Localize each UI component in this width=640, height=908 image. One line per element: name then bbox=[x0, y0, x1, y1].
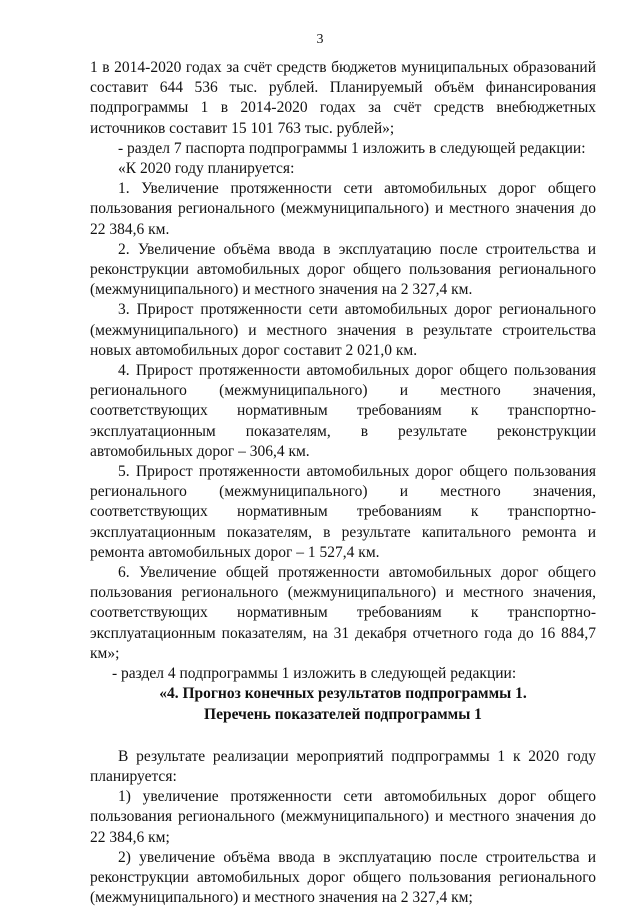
paragraph-planned: «К 2020 году планируется: bbox=[118, 160, 295, 178]
list-item-4: 4. Прирост протяженности автомобильных дорог общего пользования регионального (межмуниципального) и местного значения, соответствующих нормативным требованиям к транспортно-эксплуатационным показателям, в результате реконструкции автомобильных дорог – 306,4 км. bbox=[90, 362, 596, 460]
paragraph-section7-intro: - раздел 7 паспорта подпрограммы 1 изложить в следующей редакции: bbox=[118, 139, 586, 157]
document-body bbox=[90, 58, 596, 908]
result-item-1: 1) увеличение протяженности сети автомобильных дорог общего пользования регионального (межмуниципального) и местного значения до 22 384,6 км; bbox=[90, 788, 596, 846]
section-heading-line1: «4. Прогноз конечных результатов подпрограммы 1. bbox=[159, 685, 527, 703]
paragraph-section4-intro: - раздел 4 подпрограммы 1 изложить в следующей редакции: bbox=[112, 665, 517, 683]
list-item-3: 3. Прирост протяженности сети автомобильных дорог регионального (межмуниципального) и местного значения в результате строительства новых автомобильных дорог составит 2 021,0 км. bbox=[90, 301, 596, 359]
paragraph-funding: 1 в 2014-2020 годах за счёт средств бюджетов муниципальных образований составит 644 536 тыс. рублей. Планируемый объём финансирования подпрограммы 1 в 2014-2020 годах за счёт средств внебюджетных источников составит 15 101 763 тыс. рублей»; bbox=[90, 59, 596, 137]
list-item-5: 5. Прирост протяженности автомобильных дорог общего пользования регионального (межмуниципального) и местного значения, соответствующих нормативным требованиям к транспортно-эксплуатационным показателям, в результате капитального ремонта и ремонта автомобильных дорог – 1 527,4 км. bbox=[90, 463, 596, 561]
list-item-2: 2. Увеличение объёма ввода в эксплуатацию после строительства и реконструкции автомобильных дорог общего пользования регионального (межмуниципального) и местного значения на 2 327,4 км. bbox=[90, 240, 596, 299]
spacer bbox=[90, 725, 596, 747]
list-item-6: 6. Увеличение общей протяженности автомобильных дорог общего пользования регионального (межмуниципального) и местного значения, соответствующих нормативным требованиям к транспортно-эксплуатационным показателям, на 31 декабря отчетного года до 16 884,7 км»; bbox=[90, 564, 596, 662]
result-item-2: 2) увеличение объёма ввода в эксплуатацию после строительства и реконструкции автомобильных дорог общего пользования регионального (межмуниципального) и местного значения на 2 327,4 км; bbox=[90, 848, 596, 907]
section-heading-line2: Перечень показателей подпрограммы 1 bbox=[204, 705, 482, 723]
paragraph-results: В результате реализации мероприятий подпрограммы 1 к 2020 году планируется: bbox=[90, 747, 596, 785]
list-item-1: 1. Увеличение протяженности сети автомобильных дорог общего пользования регионального (межмуниципального) и местного значения до 22 384,6 км. bbox=[90, 180, 596, 238]
page-number: 3 bbox=[316, 32, 324, 47]
